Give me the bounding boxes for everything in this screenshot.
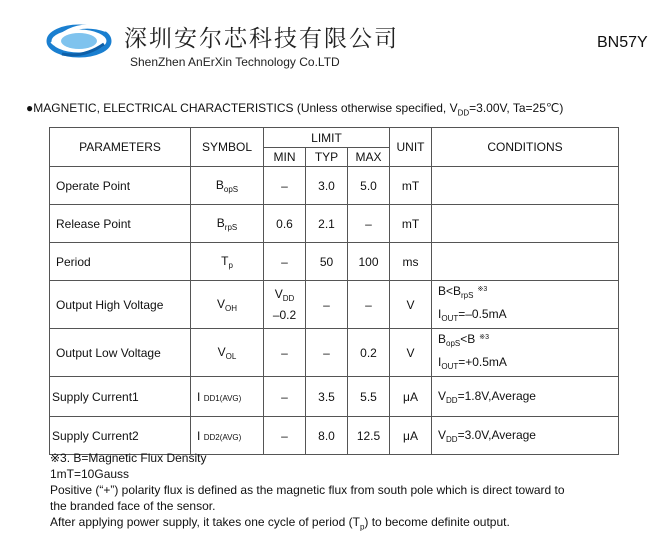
section-title: ●MAGNETIC, ELECTRICAL CHARACTERISTICS (Unless otherwise specified, $V_{DD}=3.00V$, Ta=25℃) [26,101,564,118]
note-line: the branded face of the sensor. [50,499,216,513]
param-cell: Operate Point [50,167,191,205]
table-row [50,417,619,455]
header-limit: LIMIT [264,128,390,148]
condition-cell: $V_{DD}=1.8V,Average$ [432,377,619,417]
param-cell: Supply Current2 [50,417,191,455]
unit-cell: μA [390,377,432,417]
condition-cell: $B<B_{rpS}^{※3}$ $I_{OUT}=-0.5mA$ [432,281,619,329]
max-cell: 0.2 [348,329,390,377]
max-cell: 100 [348,243,390,281]
note-line: ※3. B=Magnetic Flux Density [50,451,207,465]
table-row [50,243,619,281]
unit-cell: mT [390,167,432,205]
notes-block [50,450,565,535]
max-cell: 12.5 [348,417,390,455]
typ-cell: 3.5 [306,377,348,417]
param-cell: Release Point [50,205,191,243]
header-parameters: PARAMETERS [50,128,191,167]
header-min: MIN [264,148,306,167]
company-name-chinese: 深圳安尔芯科技有限公司 [124,26,399,52]
param-cell: Output High Voltage [50,281,191,329]
min-cell: $V_{DD}$ –0.2 [264,281,306,329]
min-cell: – [264,329,306,377]
condition-cell: $B_{opS}<B$ $^{※3}$ $I_{OUT}=+0.5mA$ [432,329,619,377]
unit-cell: V [390,329,432,377]
symbol-cell: I DD2(AVG) [191,417,264,455]
header-conditions: CONDITIONS [432,128,619,167]
unit-cell: mT [390,205,432,243]
condition-cell [432,205,619,243]
typ-cell: 3.0 [306,167,348,205]
note-line: Positive (“+”) polarity flux is defined as the magnetic flux from south pole which is direct toward to [50,483,565,497]
company-name-english: ShenZhen AnErXin Technology Co.LTD [130,55,340,69]
param-cell: Supply Current1 [50,377,191,417]
header-typ: TYP [306,148,348,167]
max-cell: 5.0 [348,167,390,205]
table-row [50,281,619,329]
param-cell: Output Low Voltage [50,329,191,377]
company-logo-icon [44,14,114,64]
table-row [50,377,619,417]
symbol-cell: $B_{opS}$ [191,167,264,205]
min-cell: – [264,167,306,205]
header-symbol: SYMBOL [191,128,264,167]
header-unit: UNIT [390,128,432,167]
typ-cell: 50 [306,243,348,281]
typ-cell: 8.0 [306,417,348,455]
symbol-cell: $B_{rpS}$ [191,205,264,243]
table-row [50,329,619,377]
param-cell: Period [50,243,191,281]
symbol-cell: $V_{OL}$ [191,329,264,377]
typ-cell: – [306,281,348,329]
typ-cell: – [306,329,348,377]
min-cell: 0.6 [264,205,306,243]
typ-cell: 2.1 [306,205,348,243]
note-line: 1mT=10Gauss [50,467,130,481]
condition-cell [432,243,619,281]
condition-cell: $V_{DD}=3.0V,Average$ [432,417,619,455]
table-row [50,167,619,205]
header-max: MAX [348,148,390,167]
bullet-icon: ● [26,101,34,115]
symbol-cell: I DD1(AVG) [191,377,264,417]
unit-cell: V [390,281,432,329]
note-line: After applying power supply, it takes one cycle of period $(T_p)$ to become definite output. [50,515,510,532]
min-cell: – [264,243,306,281]
max-cell: 5.5 [348,377,390,417]
max-cell: – [348,205,390,243]
symbol-cell: $V_{OH}$ [191,281,264,329]
min-cell: – [264,377,306,417]
max-cell: – [348,281,390,329]
unit-cell: ms [390,243,432,281]
min-cell: – [264,417,306,455]
table-row [50,205,619,243]
part-number: BN57Y [597,34,648,51]
unit-cell: μA [390,417,432,455]
characteristics-table [49,127,619,455]
symbol-cell: $T_p$ [191,243,264,281]
condition-cell [432,167,619,205]
